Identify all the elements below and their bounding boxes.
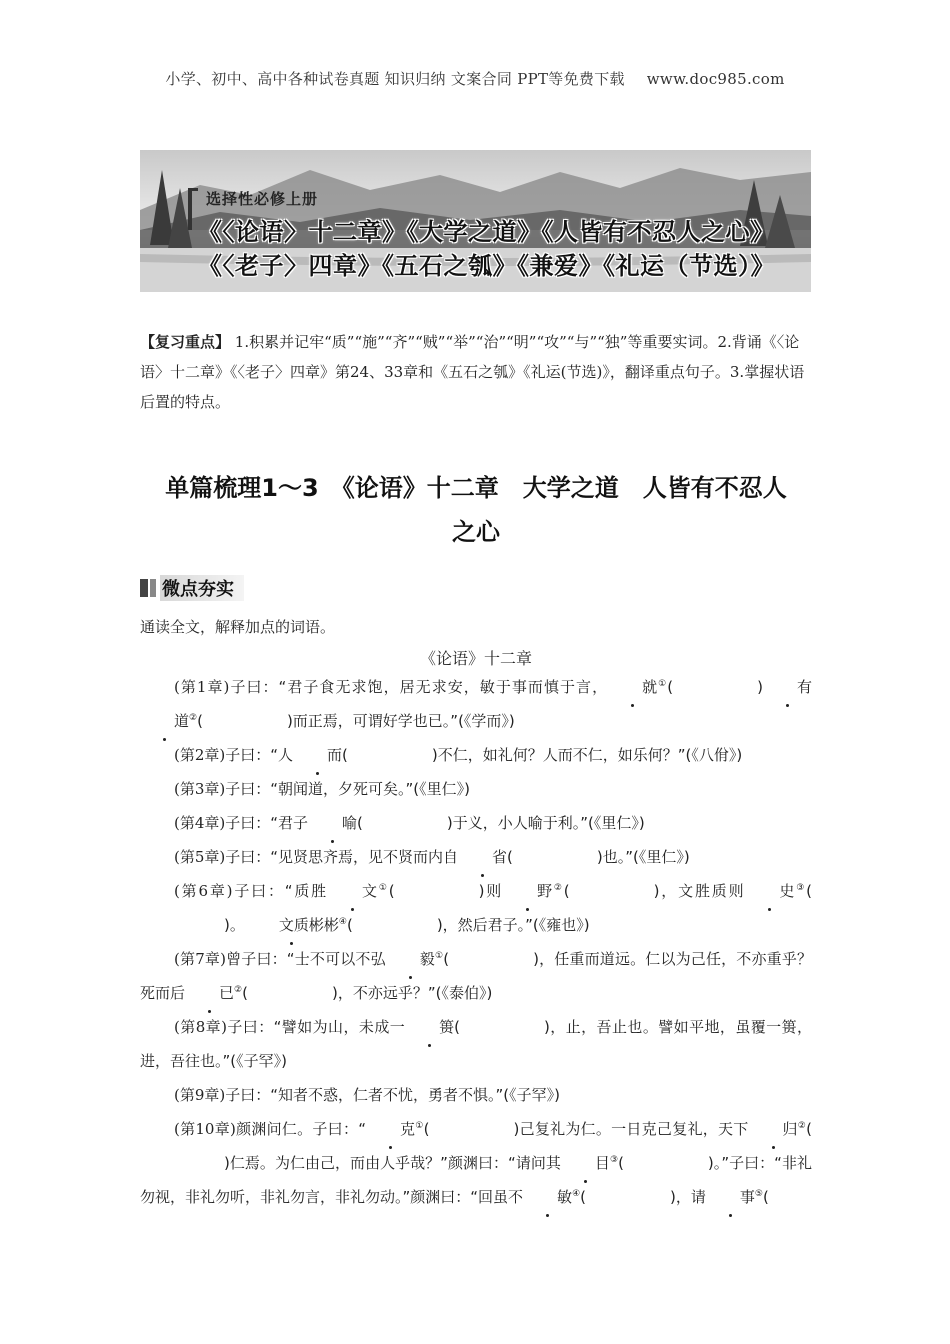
page-header (0, 68, 950, 89)
header-site: www.doc985.com (646, 70, 785, 88)
heading-bar-icon (140, 579, 148, 597)
review-label: 【复习重点】 (140, 333, 231, 351)
dotted-word: 篑 (405, 1010, 454, 1044)
heading-bar-icon (150, 579, 156, 597)
text-title: 《论语》十二章 (419, 649, 532, 668)
chapter-8: (第8章)子曰：“譬如为山，未成一 篑( )，止，吾止也。譬如平地，虽覆一篑，进，吾往也。”(《子罕》) (140, 1010, 812, 1078)
dotted-word: 有 (763, 670, 812, 704)
chapter-2: (第2章)子曰：“人 而( )不仁，如礼何？人而不仁，如乐何？”(《八佾》) (140, 738, 812, 772)
chapter-5: (第5章)子曰：“见贤思齐焉，见不贤而内自 省( )也。”(《里仁》) (140, 840, 812, 874)
dotted-word: 野 (503, 874, 552, 908)
dotted-word: 敏 (523, 1180, 572, 1214)
dotted-word: 归 (749, 1112, 798, 1146)
title-banner (140, 150, 811, 292)
banner-title-line1: 《〈论语〉十二章》《大学之道》《人皆有不忍人之心》 (198, 218, 775, 246)
chapter-3: (第3章)子曰：“朝闻道，夕死可矣。”(《里仁》) (174, 780, 470, 798)
section-title (140, 466, 812, 554)
header-text: 小学、初中、高中各种试卷真题 知识归纳 文案合同 PPT等免费下载 (165, 70, 625, 88)
instruction: 通读全文，解释加点的词语。 (140, 618, 336, 636)
sub-heading-label: 微点夯实 (160, 575, 244, 601)
section-title-line1: 单篇梳理1～3 《论语》十二章 大学之道 人皆有不忍人 (165, 474, 787, 502)
dotted-word: 文质彬彬 (245, 908, 339, 942)
dotted-word: 目 (561, 1146, 610, 1180)
dotted-word: 事 (706, 1180, 755, 1214)
dotted-word: 喻 (308, 806, 357, 840)
dotted-word: 已 (185, 976, 234, 1010)
dotted-word: 就 (608, 670, 657, 704)
chapter-9: (第9章)子曰：“知者不惑，仁者不忧，勇者不惧。”(《子罕》) (174, 1086, 560, 1104)
section-title-line2: 之心 (452, 518, 500, 546)
dotted-word: 史 (745, 874, 794, 908)
banner-title-line2: 《〈老子〉四章》《五石之瓠》《兼爱》《礼运（节选）》 (198, 252, 775, 280)
banner-subtitle: 选择性必修上册 (206, 190, 319, 208)
dotted-word: 文 (328, 874, 377, 908)
dotted-word: 道 (140, 704, 189, 738)
dotted-word: 而 (293, 738, 342, 772)
sub-heading (140, 575, 250, 601)
chapter-6: (第6章)子曰：“质胜 文①( )则 野②( )，文胜质则 史③()。 文质彬彬④( )，然后君子。”(《雍也》) (140, 874, 812, 942)
chapter-4: (第4章)子曰：“君子 喻( )于义，小人喻于利。”(《里仁》) (140, 806, 812, 840)
chapter-10: (第10章)颜渊问仁。子曰：“ 克①( )己复礼为仁。一日克己复礼，天下 归②()仁焉。为仁由己，而由人乎哉？”颜渊曰：“请问其 目③( )。”子曰：“非礼勿视，非礼勿听，非礼勿言，非礼勿动。”颜渊曰：“回虽不 敏④( )，请 事⑤( (140, 1112, 812, 1214)
chapters-body (140, 670, 812, 1214)
dotted-word: 省 (458, 840, 507, 874)
review-points (140, 327, 812, 417)
dotted-word: 克 (366, 1112, 415, 1146)
dotted-word: 毅 (386, 942, 435, 976)
review-text: 1.积累并记牢“质”“施”“齐”“贼”“举”“治”“明”“攻”“与”“独”等重要实词。2.背诵《〈论语〉十二章》《〈老子〉四章》第24、33章和《五石之瓠》《礼运(节选)》，翻译重点句子。3.掌握状语后置的特点。 (140, 333, 805, 411)
chapter-1: (第1章)子曰：“君子食无求饱，居无求安，敏于事而慎于言， 就①( ) 有道②( )而正焉，可谓好学也已。”(《学而》) (140, 670, 812, 738)
chapter-7: (第7章)曾子曰：“士不可以不弘 毅①( )，任重而道远。仁以为己任，不亦重乎？死而后 已②( )，不亦远乎？”(《泰伯》) (140, 942, 812, 1010)
